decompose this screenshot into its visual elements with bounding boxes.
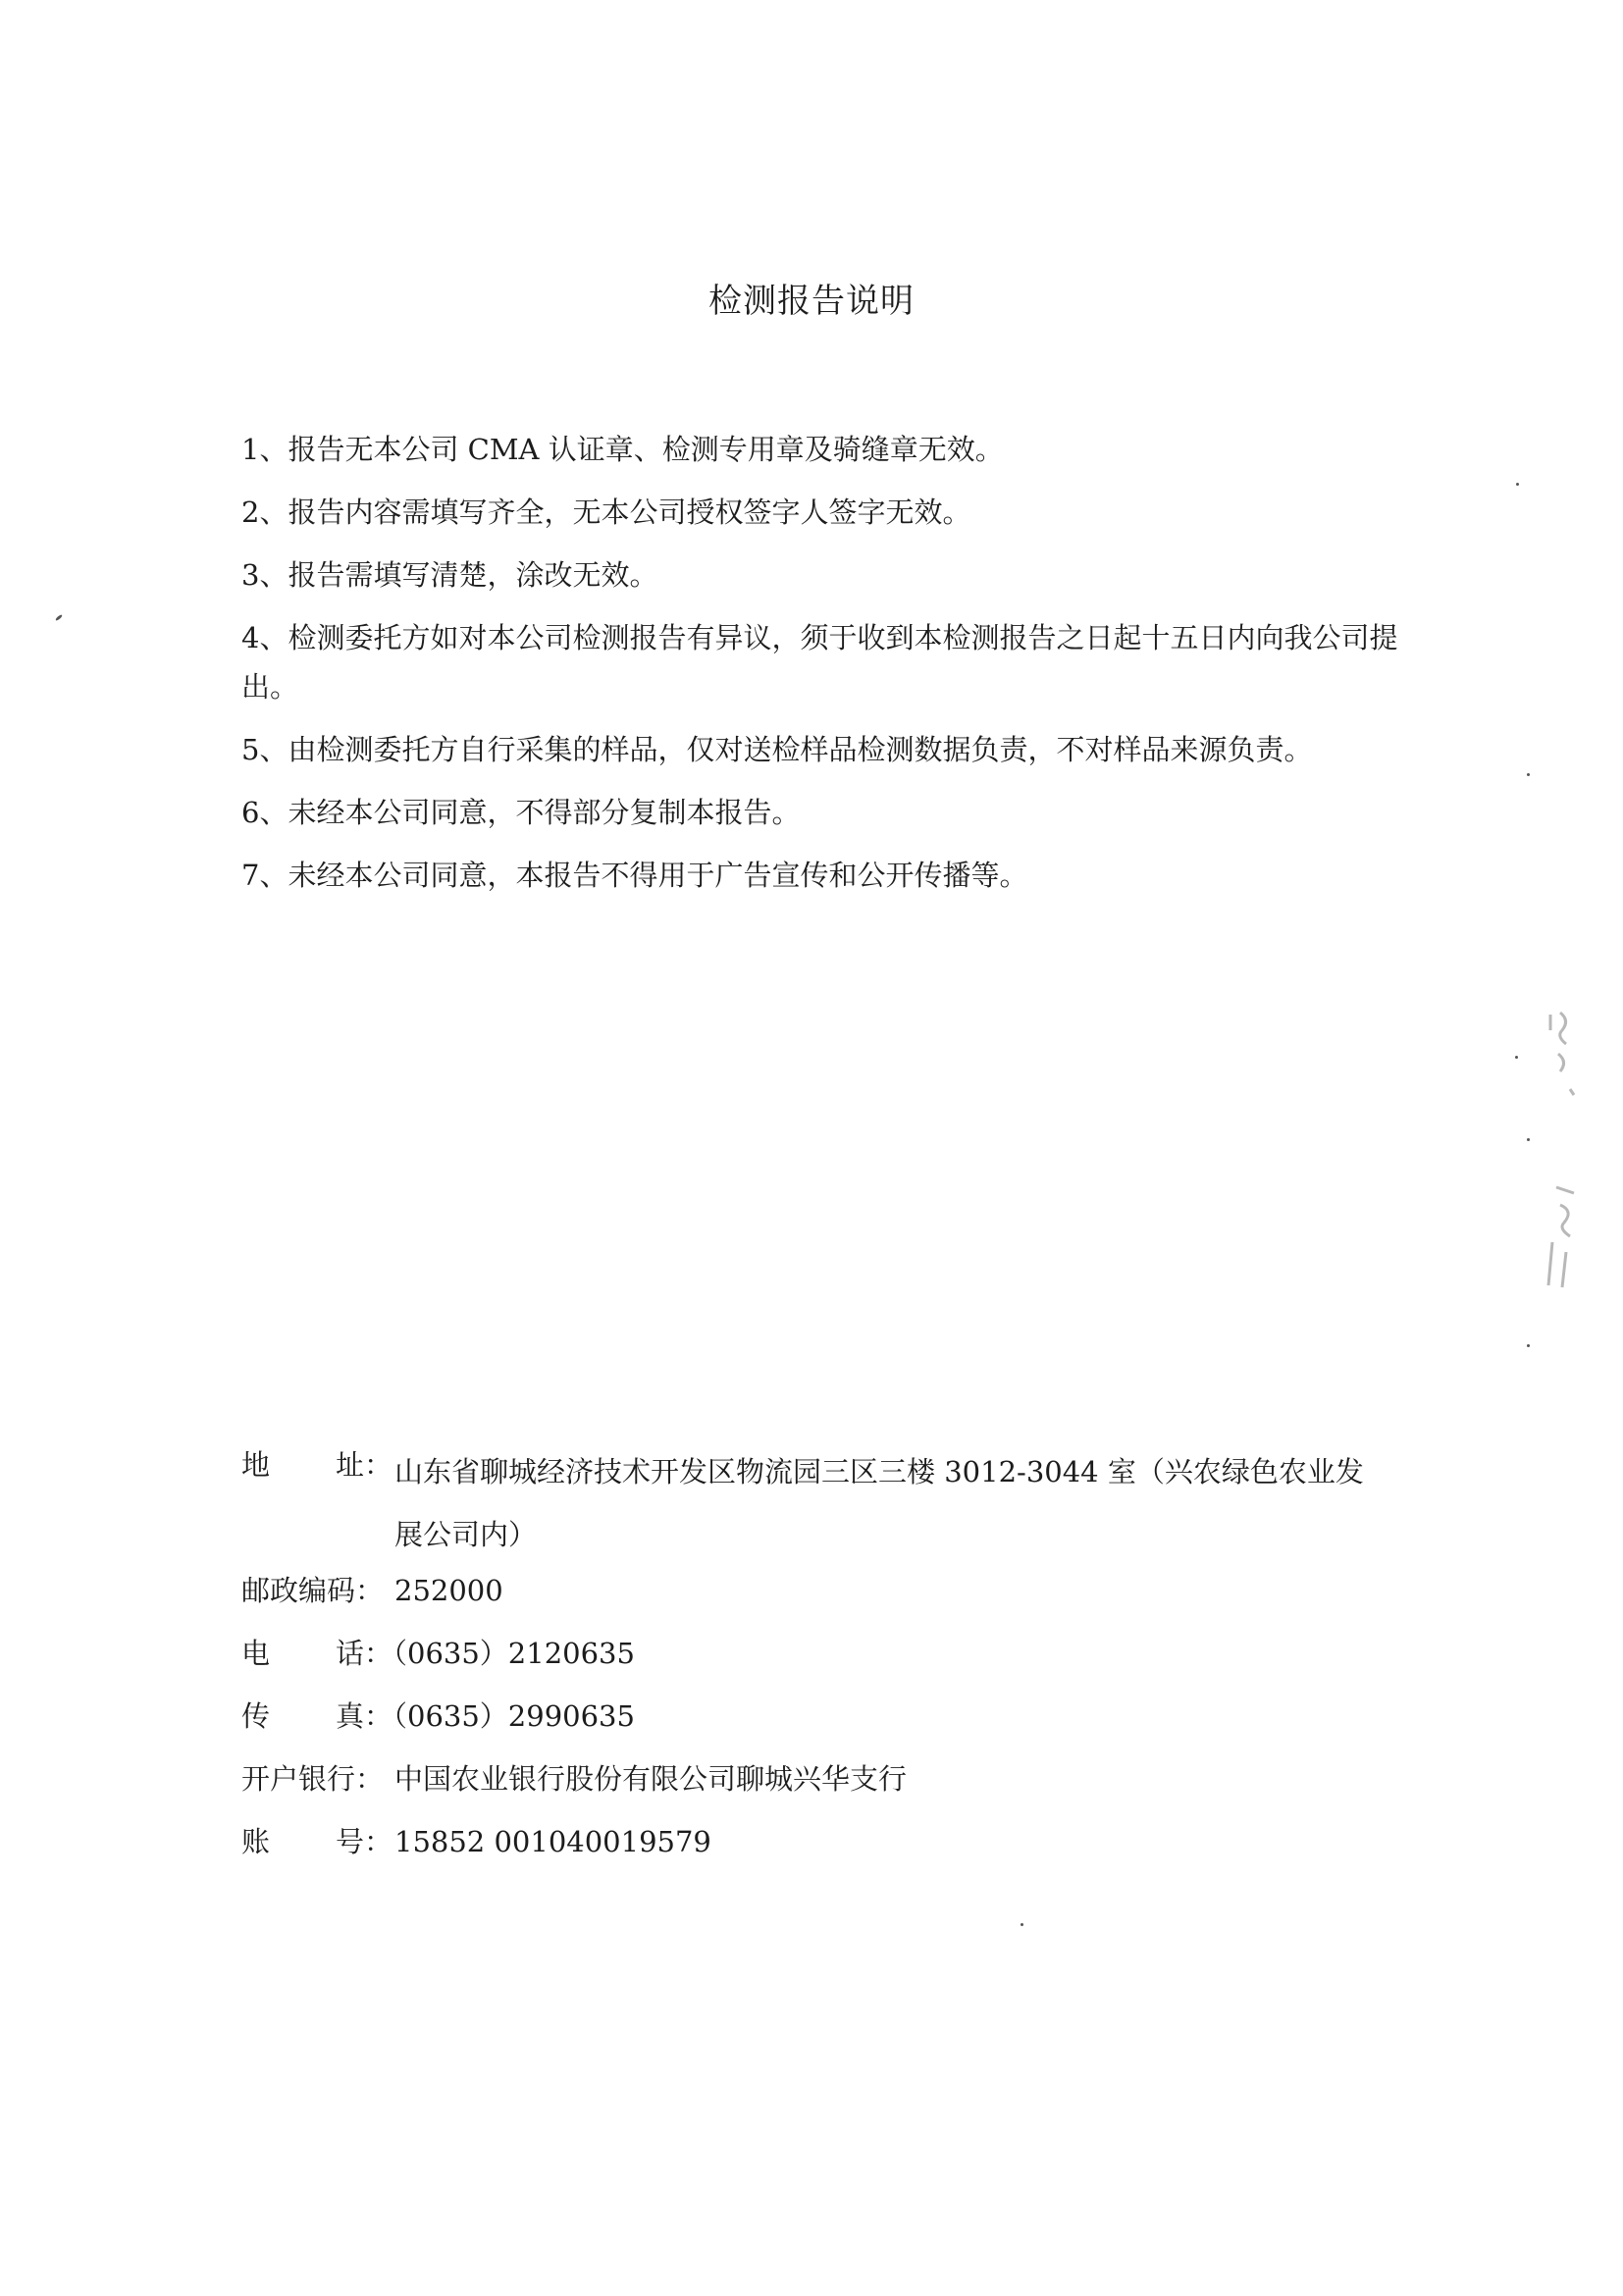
fax-value: （0635）2990635 (379, 1699, 635, 1733)
scan-speck (1516, 483, 1519, 486)
scan-speck (1515, 1056, 1518, 1059)
scan-speck (1527, 1138, 1530, 1141)
address-line: 展公司内） (394, 1518, 538, 1551)
fax-row (241, 1692, 1448, 1754)
bank-value: 中国农业银行股份有限公司聊城兴华支行 (394, 1762, 908, 1796)
note-item: 4、检测委托方如对本公司检测报告有异议，须于收到本检测报告之日起十五日内向我公司提出。 (241, 621, 1398, 704)
note-item: 3、报告需填写清楚，涂改无效。 (241, 558, 658, 592)
notes-list (241, 425, 1439, 913)
note-item: 5、由检测委托方自行采集的样品，仅对送检样品检测数据负责，不对样品来源负责。 (241, 733, 1313, 766)
address-row (241, 1440, 1448, 1566)
postcode-row (241, 1566, 1448, 1629)
bank-label: 开户银行： (241, 1762, 385, 1796)
note-item: 7、未经本公司同意，本报告不得用于广告宣传和公开传播等。 (241, 859, 1028, 892)
seal-edge-mark (1531, 1001, 1590, 1325)
scan-speck (55, 614, 63, 621)
phone-row (241, 1629, 1448, 1692)
account-label-char: 账 (241, 1825, 271, 1858)
account-label: 号： (336, 1825, 393, 1858)
note-item: 6、未经本公司同意，不得部分复制本报告。 (241, 796, 801, 829)
address-line: 山东省聊城经济技术开发区物流园三区三楼 3012-3044 室（兴农绿色农业发 (394, 1455, 1364, 1488)
scan-speck (1527, 1344, 1530, 1347)
note-item: 2、报告内容需填写齐全，无本公司授权签字人签字无效。 (241, 496, 971, 529)
contact-info (241, 1440, 1448, 1880)
scan-speck (1527, 773, 1530, 776)
phone-value: （0635）2120635 (379, 1637, 635, 1670)
phone-label: 话： (336, 1637, 393, 1670)
address-label-char: 地 (241, 1448, 271, 1482)
bank-row (241, 1754, 1448, 1817)
address-value (394, 1440, 1439, 1566)
fax-label-char: 传 (241, 1699, 271, 1733)
postcode-value: 252000 (394, 1574, 503, 1607)
phone-label-char: 电 (241, 1637, 271, 1670)
note-item: 1、报告无本公司 CMA 认证章、检测专用章及骑缝章无效。 (241, 433, 1004, 466)
postcode-label: 邮政编码： (241, 1574, 385, 1607)
page-title: 检测报告说明 (708, 282, 915, 321)
scan-speck (1021, 1923, 1023, 1926)
account-row (241, 1817, 1448, 1880)
address-label: 址： (336, 1448, 393, 1482)
account-value: 15852 001040019579 (394, 1825, 711, 1858)
fax-label: 真： (336, 1699, 393, 1733)
